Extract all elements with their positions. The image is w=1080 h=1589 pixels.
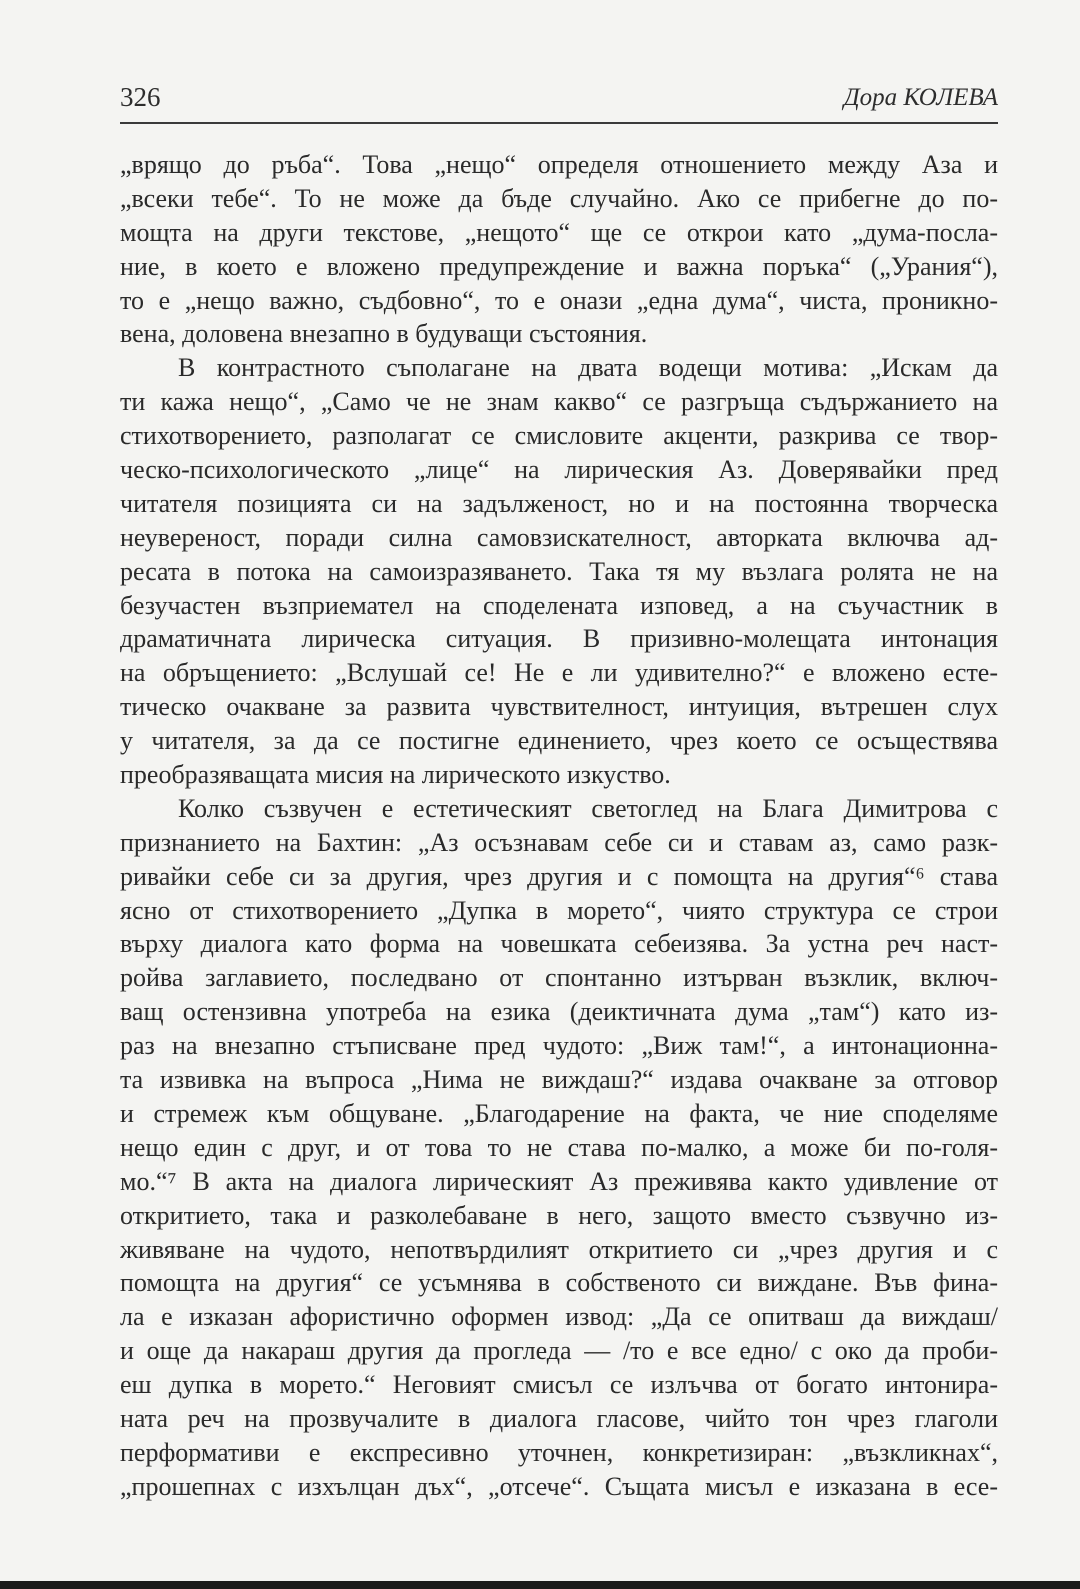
- text-line: „врящо до ръба“. Това „нещо“ определя отношението между Аза и: [120, 150, 998, 179]
- text-line: у читателя, за да се постигне единението, чрез което се осъществява: [120, 726, 998, 756]
- body-text: [120, 148, 998, 1504]
- paragraph-start-line: Колко съзвучен е естетическият светоглед на Блага Димитрова с: [178, 793, 998, 823]
- text-line: мощта на други текстове, „нещото“ ще се открои като „дума-посла-: [120, 217, 998, 247]
- text-line: перформативи е експресивно уточнен, конкретизиран: „възкликнах“,: [120, 1437, 998, 1467]
- text-line: преобразяващата мисия на лирическото изкуство.: [120, 760, 671, 790]
- text-line: ресата в потока на самоизразяването. Така тя му възлага ролята не на: [120, 556, 998, 586]
- text-line: раз на внезапно стъписване пред чудото: „Виж там!“, а интонационна-: [120, 1031, 998, 1061]
- text-line: ти кажа нещо“, „Само че не знам какво“ се разгръща съдържанието на: [120, 387, 998, 417]
- text-line: ройва заглавието, последвано от спонтанно изтърван възклик, включ-: [120, 963, 998, 993]
- text-line: признанието на Бахтин: „Аз осъзнавам себе си и ставам аз, само разк-: [120, 827, 998, 857]
- text-line: ната реч на прозвучалите в диалога гласове, чийто тон чрез глаголи: [120, 1403, 998, 1433]
- text-line: ла е изказан афористично оформен извод: „Да се опитваш да виждаш/: [120, 1302, 998, 1332]
- text-line: и още да накараш другия да прогледа — /то е все едно/ с око да проби-: [120, 1336, 998, 1366]
- text-line: и стремеж към общуване. „Благодарение на факта, че ние споделяме: [120, 1098, 998, 1128]
- text-line: та извивка на въпроса „Нима не виждаш?“ издава очакване за отговор: [120, 1065, 998, 1095]
- text-line: ясно от стихотворението „Дупка в морето“, чиято структура се строи: [120, 895, 998, 925]
- scan-bottom-edge: [0, 1581, 1080, 1589]
- text-line: мо.“⁷ В акта на диалога лирическият Аз преживява както удивление от: [120, 1166, 998, 1196]
- text-line: стихотворението, разполагат се смисловите акценти, разкрива се твор-: [120, 421, 998, 451]
- text-line: нещо един с друг, и от това то не става по-малко, а може би по-голя-: [120, 1132, 998, 1162]
- text-line: живяване на чудото, непотвърдилият откритието си „чрез другия и с: [120, 1234, 998, 1264]
- text-line: помощта на другия“ се усъмнява в собственото си виждане. Във фина-: [120, 1268, 998, 1298]
- paragraph-start-line: В контрастното съполагане на двата водещи мотива: „Искам да: [178, 353, 998, 383]
- text-line: ческо-психологическото „лице“ на лирическия Аз. Доверявайки пред: [120, 455, 998, 485]
- text-line: неувереност, поради силна самовзискателност, авторката включва ад-: [120, 522, 998, 552]
- page-header: [120, 80, 998, 124]
- page-number: 326: [120, 82, 161, 112]
- text-line: вена, доловена внезапно в будуващи състояния.: [120, 319, 648, 349]
- text-line: то е „нещо важно, съдбовно“, то е онази „една дума“, чиста, проникно-: [120, 285, 998, 315]
- text-line: „всеки тебе“. То не може да бъде случайно. Ако се прибегне до по-: [120, 183, 998, 213]
- text-line: ривайки себе си за другия, чрез другия и с помощта на другия“⁶ става: [120, 861, 998, 891]
- text-line: еш дупка в морето.“ Неговият смисъл се излъчва от богато интонира-: [120, 1370, 998, 1400]
- text-line: „прошепнах с изхълцан дъх“, „отсече“. Същата мисъл е изказана в есе-: [120, 1471, 998, 1501]
- text-line: тическо очакване за развита чувствителност, интуиция, вътрешен слух: [120, 692, 998, 722]
- text-line: безучастен възприемател на споделената изповед, а на съучастник в: [120, 590, 998, 620]
- text-line: върху диалога като форма на човешката себеизява. За устна реч наст-: [120, 929, 998, 959]
- text-line: драматичната лирическа ситуация. В призивно-молещата интонация: [120, 624, 998, 654]
- text-line: на обръщението: „Вслушай се! Не е ли удивително?“ е вложено есте-: [120, 658, 998, 688]
- text-line: читателя позицията си на задълженост, но и на постоянна творческа: [120, 488, 998, 518]
- text-line: ващ остензивна употреба на езика (деиктичната дума „там“) като из-: [120, 997, 998, 1027]
- running-head-author: Дора КОЛЕВА: [843, 84, 998, 111]
- text-line: откритието, така и разколебаване в него, защото вместо съзвучно из-: [120, 1200, 998, 1230]
- text-line: ние, в което е вложено предупреждение и важна поръка“ („Урания“),: [120, 251, 998, 281]
